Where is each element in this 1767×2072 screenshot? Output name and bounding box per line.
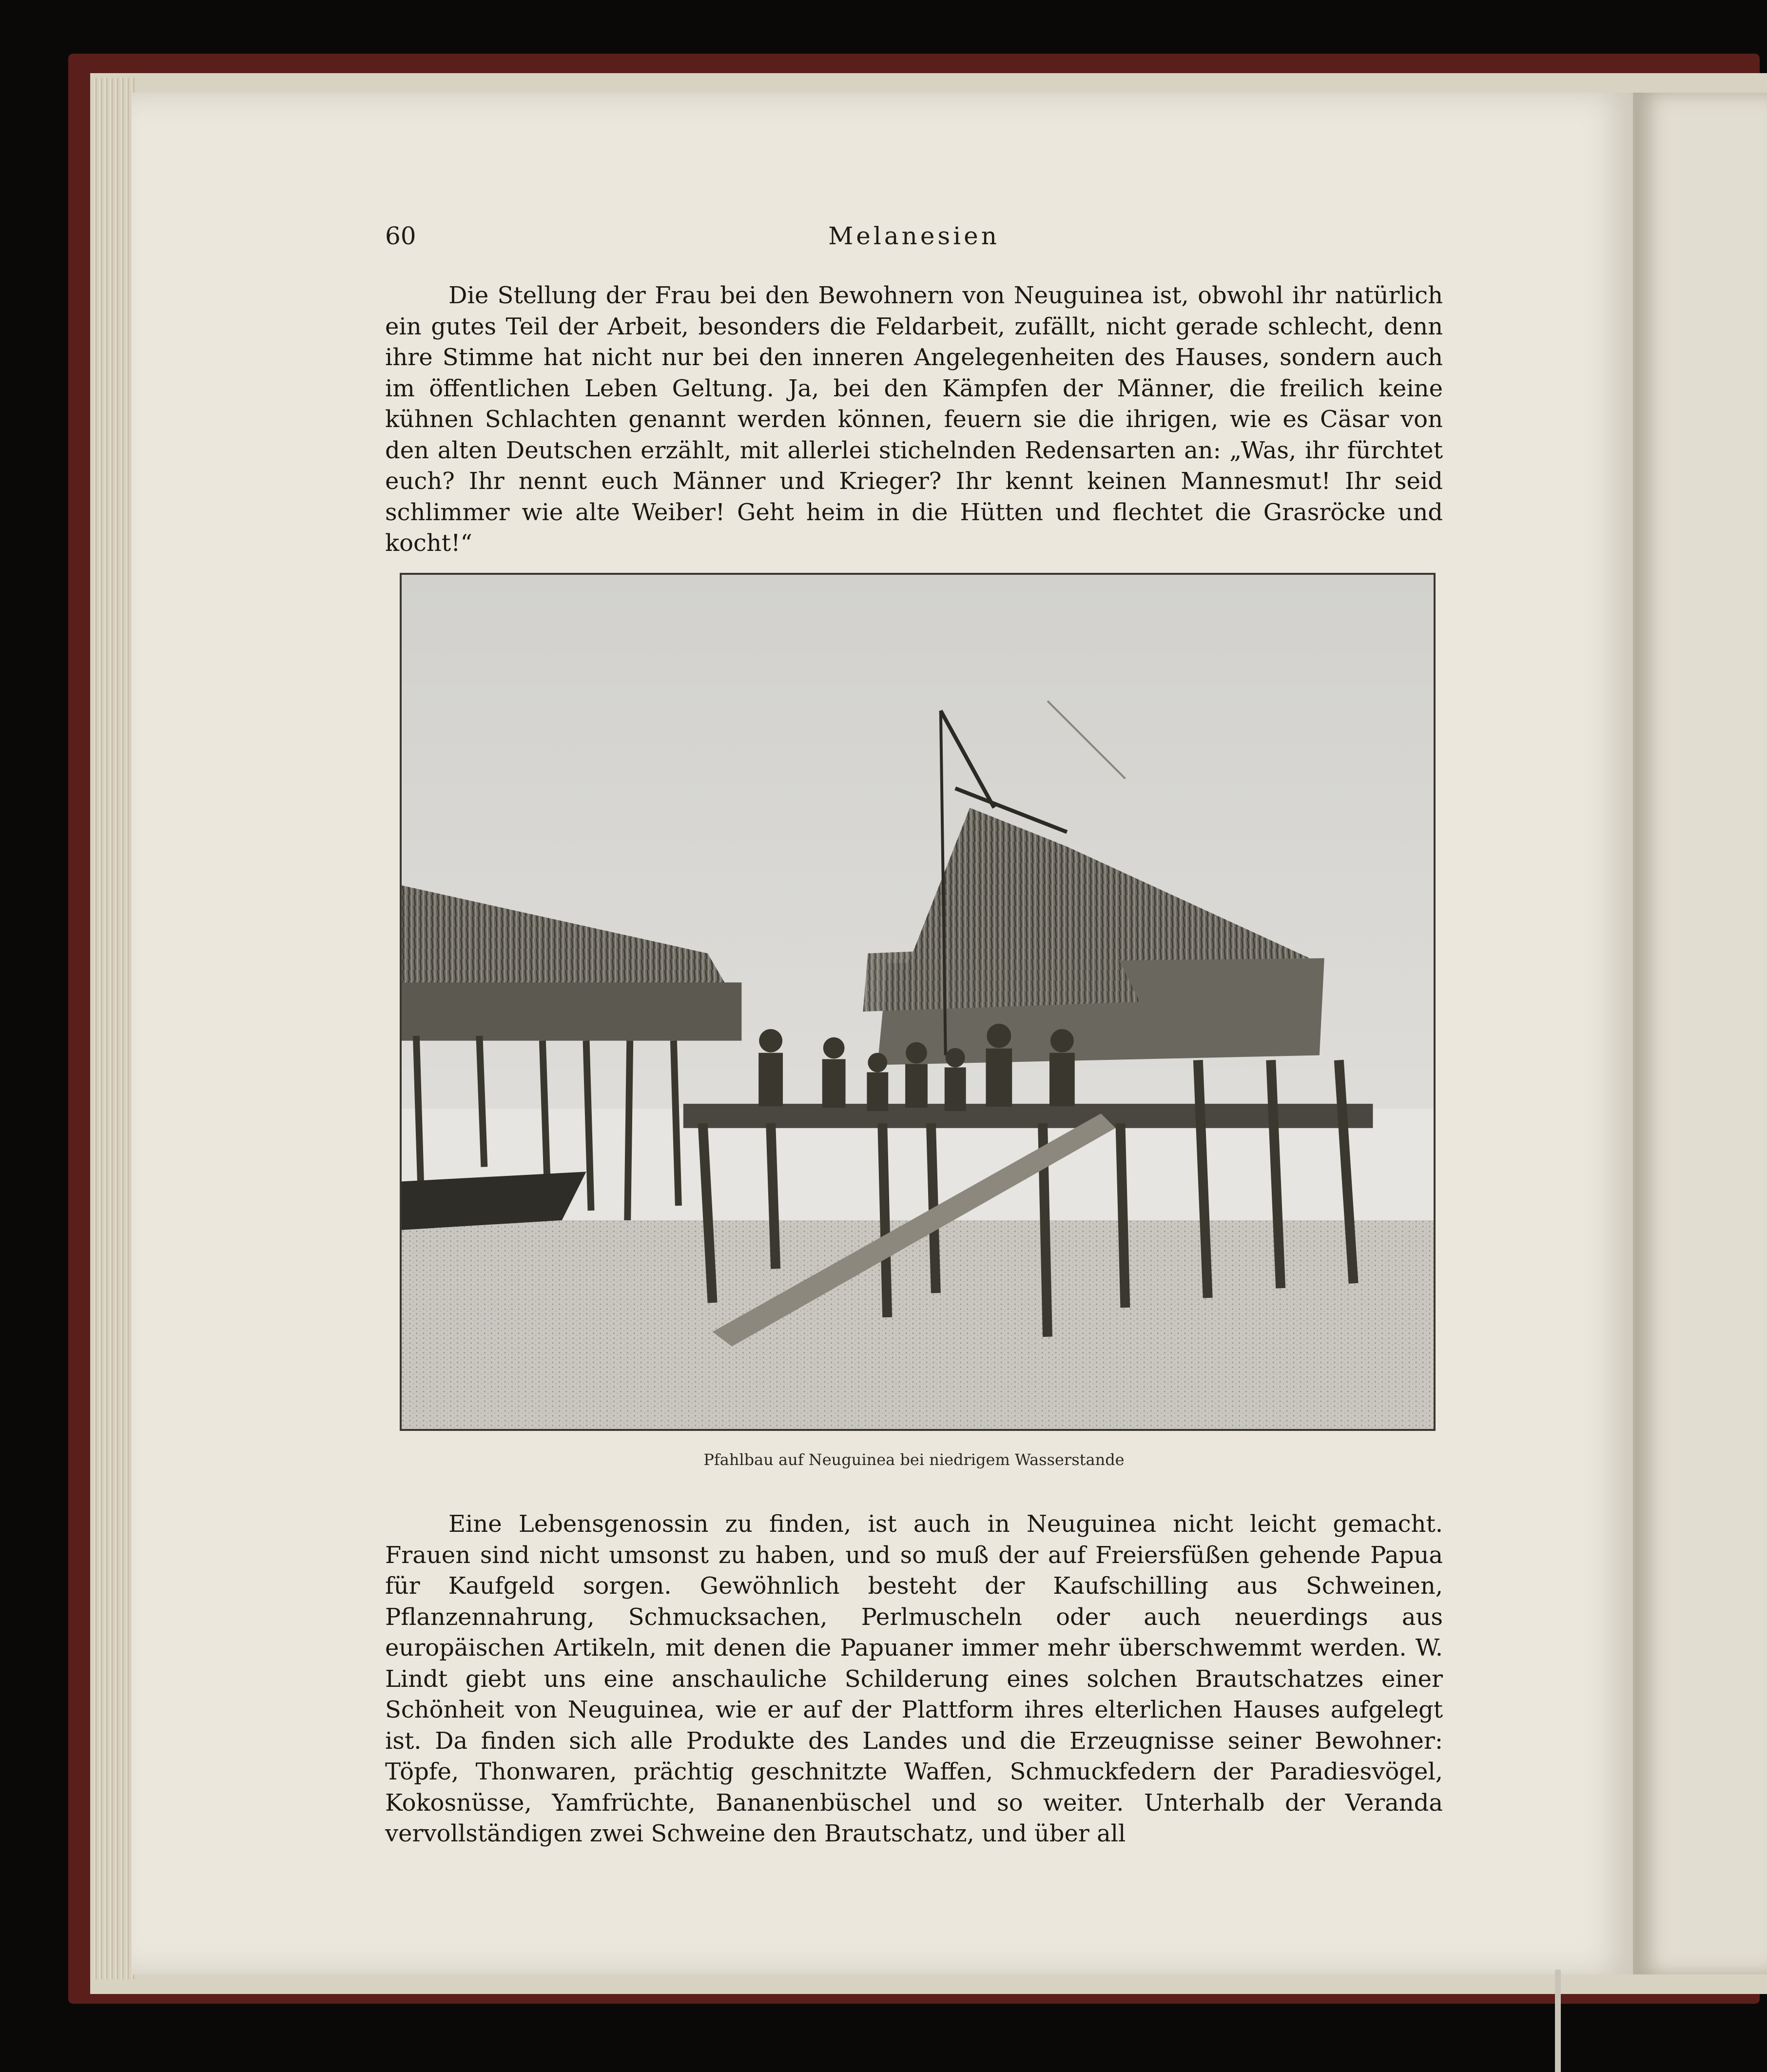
bookmark-ribbon	[1555, 1970, 1561, 2072]
photograph-plate	[400, 573, 1436, 1431]
running-title: Melanesien	[828, 222, 1000, 250]
page-number: 60	[385, 222, 416, 250]
stilt-house-photo	[402, 575, 1434, 1429]
figure-caption: Pfahlbau auf Neuguinea bei niedrigem Wasserstande	[703, 1450, 1125, 1469]
paragraph-2: Eine Lebensgenossin zu finden, ist auch in Neuguinea nicht leicht gemacht. Frauen sind nicht umsonst zu haben, und so muß der auf Freiersfüßen gehende Papua für Kaufgeld sorgen. Gewöhnlich besteht der Kaufschilling aus Schweinen, Pflanzennahrung, Schmucksachen, Perlmuscheln oder auch neuerdings aus europäischen Artikeln, mit denen die Papuaner immer mehr überschwemmt werden. W. Lindt giebt uns eine anschauliche Schilderung eines solchen Brautschatzes einer Schönheit von Neuguinea, wie er auf der Plattform ihres elterlichen Hauses aufgelegt ist. Da finden sich alle Produkte des Landes und die Erzeugnisse seiner Bewohner: Töpfe, Thonwaren, prächtig geschnitzte Waffen, Schmuckfedern der Paradiesvögel, Kokosnüsse, Yamfrüchte, Bananenbüschel und so weiter. Unterhalb der Veranda vervollständigen zwei Schweine den Brautschatz, und über all	[385, 1510, 1443, 1847]
page-edges	[93, 78, 136, 1979]
facing-page-edge	[1633, 93, 1767, 1974]
running-head	[385, 222, 1443, 256]
paragraph-1: Die Stellung der Frau bei den Bewohnern von Neuguinea ist, obwohl ihr natürlich ein gutes Teil der Arbeit, besonders die Feldarbeit, zufällt, nicht gerade schlecht, denn ihre Stimme hat nicht nur bei den inneren Angelegenheiten des Hauses, sondern auch im öffentlichen Leben Geltung. Ja, bei den Kämpfen der Männer, die freilich keine kühnen Schlachten genannt werden können, feuern sie die ihrigen, wie es Cäsar von den alten Deutschen erzählt, mit allerlei stichelnden Redensarten an: „Was, ihr fürchtet euch? Ihr nennt euch Männer und Krieger? Ihr kennt keinen Mannesmut! Ihr seid schlimmer wie alte Weiber! Geht heim in die Hütten und flechtet die Grasröcke und kocht!“	[385, 282, 1443, 557]
